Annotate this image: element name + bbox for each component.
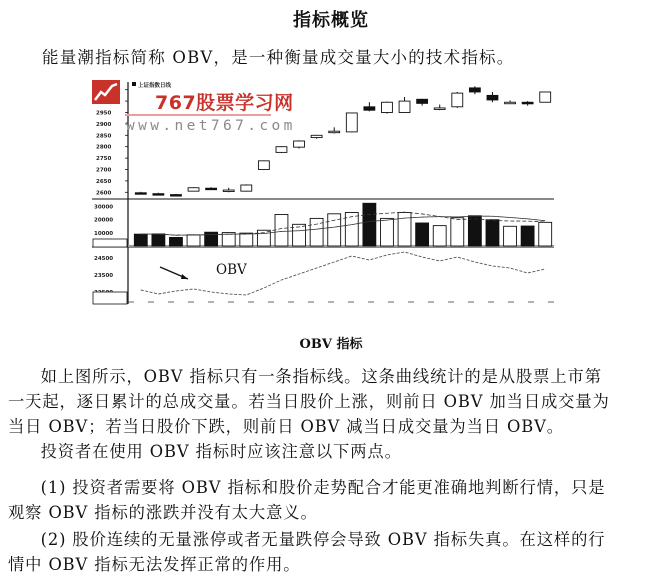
obv-chart [92, 80, 556, 308]
intro-text: 能量潮指标简称 OBV，是一种衡量成交量大小的技术指标。 [42, 48, 515, 67]
svg-text:上证指数日线: 上证指数日线 [138, 83, 172, 89]
watermark-url: www.net767.com [126, 118, 296, 134]
svg-text:2950: 2950 [96, 110, 112, 117]
svg-text:10000: 10000 [94, 230, 114, 237]
obv-annotation: OBV [216, 262, 247, 278]
paragraph-line: 当日 OBV；若当日股价下跌，则前日 OBV 减当日成交量为当日 OBV。 [8, 417, 564, 436]
paragraph-line: 观察 OBV 指标的涨跌并没有太大意义。 [8, 503, 318, 522]
svg-text:20000: 20000 [94, 217, 114, 224]
page-title: 指标概览 [293, 10, 369, 31]
paragraph-line: 一天起，逐日累计的总成交量。若当日股价上涨，则前日 OBV 加当日成交量为 [8, 392, 610, 411]
paragraph-line: 情中 OBV 指标无法发挥正常的作用。 [8, 555, 301, 574]
svg-text:2700: 2700 [96, 167, 112, 174]
svg-text:2600: 2600 [96, 190, 112, 197]
svg-text:2850: 2850 [96, 133, 112, 140]
svg-text:2750: 2750 [96, 156, 112, 163]
body-paragraph-1 [8, 364, 656, 439]
paragraph-line: (1) 投资者需要将 OBV 指标和股价走势配合才能更准确地判断行情，只是 [40, 478, 606, 497]
svg-text:2650: 2650 [96, 178, 112, 185]
body-paragraph-4 [8, 527, 656, 577]
svg-text:23500: 23500 [94, 273, 114, 279]
svg-text:2900: 2900 [96, 121, 112, 128]
svg-text:2800: 2800 [96, 144, 112, 151]
body-paragraph-2 [8, 439, 656, 464]
svg-text:30000: 30000 [94, 204, 114, 211]
paragraph-line: (2) 股价连续的无量涨停或者无量跌停会导致 OBV 指标失真。在这样的行 [40, 530, 606, 549]
svg-text:24500: 24500 [94, 256, 114, 262]
watermark-brand: 767股票学习网 [155, 92, 294, 114]
figure-caption: OBV 指标 [299, 337, 363, 352]
body-paragraph-3 [8, 475, 656, 525]
paragraph-line: 如上图所示，OBV 指标只有一条指标线。这条曲线统计的是从股票上市第 [40, 367, 602, 386]
paragraph-line: 投资者在使用 OBV 指标时应该注意以下两点。 [40, 442, 402, 461]
